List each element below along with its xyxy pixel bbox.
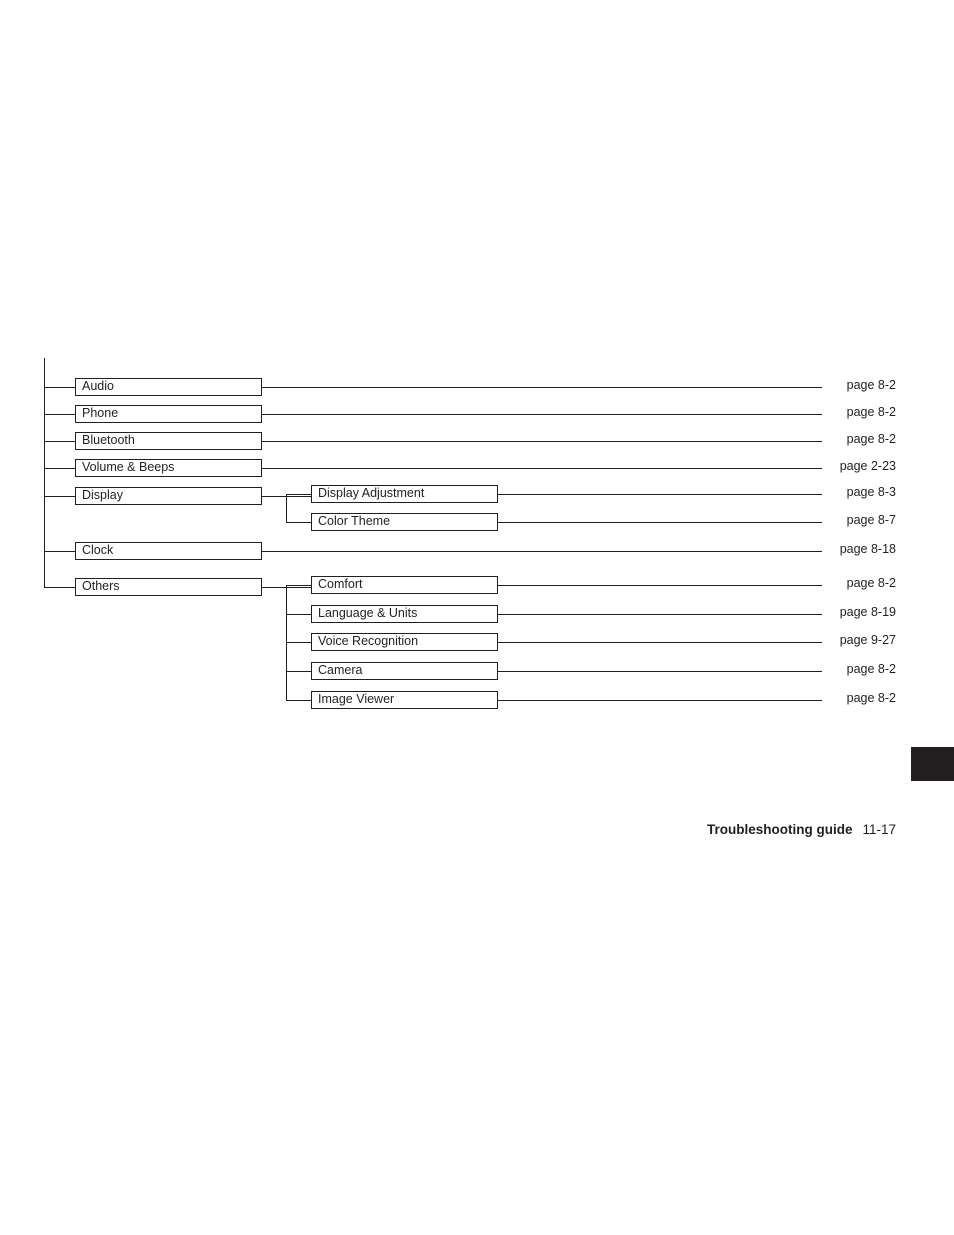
page-reference: page 8-2 bbox=[846, 662, 896, 676]
menu-item-box[interactable]: Audio bbox=[75, 378, 262, 396]
tree-stub-line bbox=[44, 468, 75, 469]
page-reference: page 8-3 bbox=[846, 485, 896, 499]
footer-page-number: 11-17 bbox=[862, 822, 896, 837]
leader-line bbox=[262, 551, 822, 552]
submenu-item-box[interactable]: Language & Units bbox=[311, 605, 498, 623]
menu-item-box[interactable]: Others bbox=[75, 578, 262, 596]
tree-stub-line bbox=[44, 441, 75, 442]
menu-item-box[interactable]: Display bbox=[75, 487, 262, 505]
branch-stub-line bbox=[286, 642, 311, 643]
submenu-item-box[interactable]: Color Theme bbox=[311, 513, 498, 531]
branch-stub-line bbox=[286, 700, 311, 701]
tree-stub-line bbox=[44, 387, 75, 388]
tree-stub-line bbox=[44, 551, 75, 552]
leader-line bbox=[498, 585, 822, 586]
leader-line bbox=[498, 522, 822, 523]
menu-item-box[interactable]: Volume & Beeps bbox=[75, 459, 262, 477]
tree-trunk-line bbox=[44, 358, 45, 588]
menu-item-box[interactable]: Phone bbox=[75, 405, 262, 423]
page-reference: page 8-2 bbox=[846, 576, 896, 590]
branch-vertical-line bbox=[286, 494, 287, 523]
page-reference: page 2-23 bbox=[839, 459, 896, 473]
submenu-item-box[interactable]: Comfort bbox=[311, 576, 498, 594]
page-reference: page 9-27 bbox=[839, 633, 896, 647]
menu-item-box[interactable]: Clock bbox=[75, 542, 262, 560]
page-reference: page 8-19 bbox=[839, 605, 896, 619]
branch-stub-line bbox=[286, 585, 311, 586]
leader-line bbox=[262, 441, 822, 442]
tree-stub-line bbox=[44, 414, 75, 415]
chapter-tab bbox=[911, 747, 954, 781]
leader-line bbox=[498, 671, 822, 672]
page-reference: page 8-2 bbox=[846, 378, 896, 392]
footer-section-title: Troubleshooting guide bbox=[706, 822, 853, 837]
menu-item-box[interactable]: Bluetooth bbox=[75, 432, 262, 450]
leader-line bbox=[262, 387, 822, 388]
page-reference: page 8-18 bbox=[839, 542, 896, 556]
branch-stub-line bbox=[286, 522, 311, 523]
leader-line bbox=[498, 494, 822, 495]
page-reference: page 8-2 bbox=[846, 432, 896, 446]
submenu-item-box[interactable]: Camera bbox=[311, 662, 498, 680]
leader-line bbox=[498, 700, 822, 701]
branch-stub-line bbox=[286, 671, 311, 672]
page-reference: page 8-2 bbox=[846, 405, 896, 419]
leader-line bbox=[262, 414, 822, 415]
leader-line bbox=[498, 642, 822, 643]
page-footer bbox=[707, 821, 896, 839]
submenu-item-box[interactable]: Image Viewer bbox=[311, 691, 498, 709]
page-reference: page 8-7 bbox=[846, 513, 896, 527]
branch-stub-line bbox=[286, 614, 311, 615]
leader-line bbox=[498, 614, 822, 615]
tree-stub-line bbox=[44, 587, 75, 588]
page-reference: page 8-2 bbox=[846, 691, 896, 705]
branch-vertical-line bbox=[286, 585, 287, 701]
branch-stub-line bbox=[286, 494, 311, 495]
tree-stub-line bbox=[44, 496, 75, 497]
submenu-item-box[interactable]: Voice Recognition bbox=[311, 633, 498, 651]
leader-line bbox=[262, 468, 822, 469]
submenu-item-box[interactable]: Display Adjustment bbox=[311, 485, 498, 503]
